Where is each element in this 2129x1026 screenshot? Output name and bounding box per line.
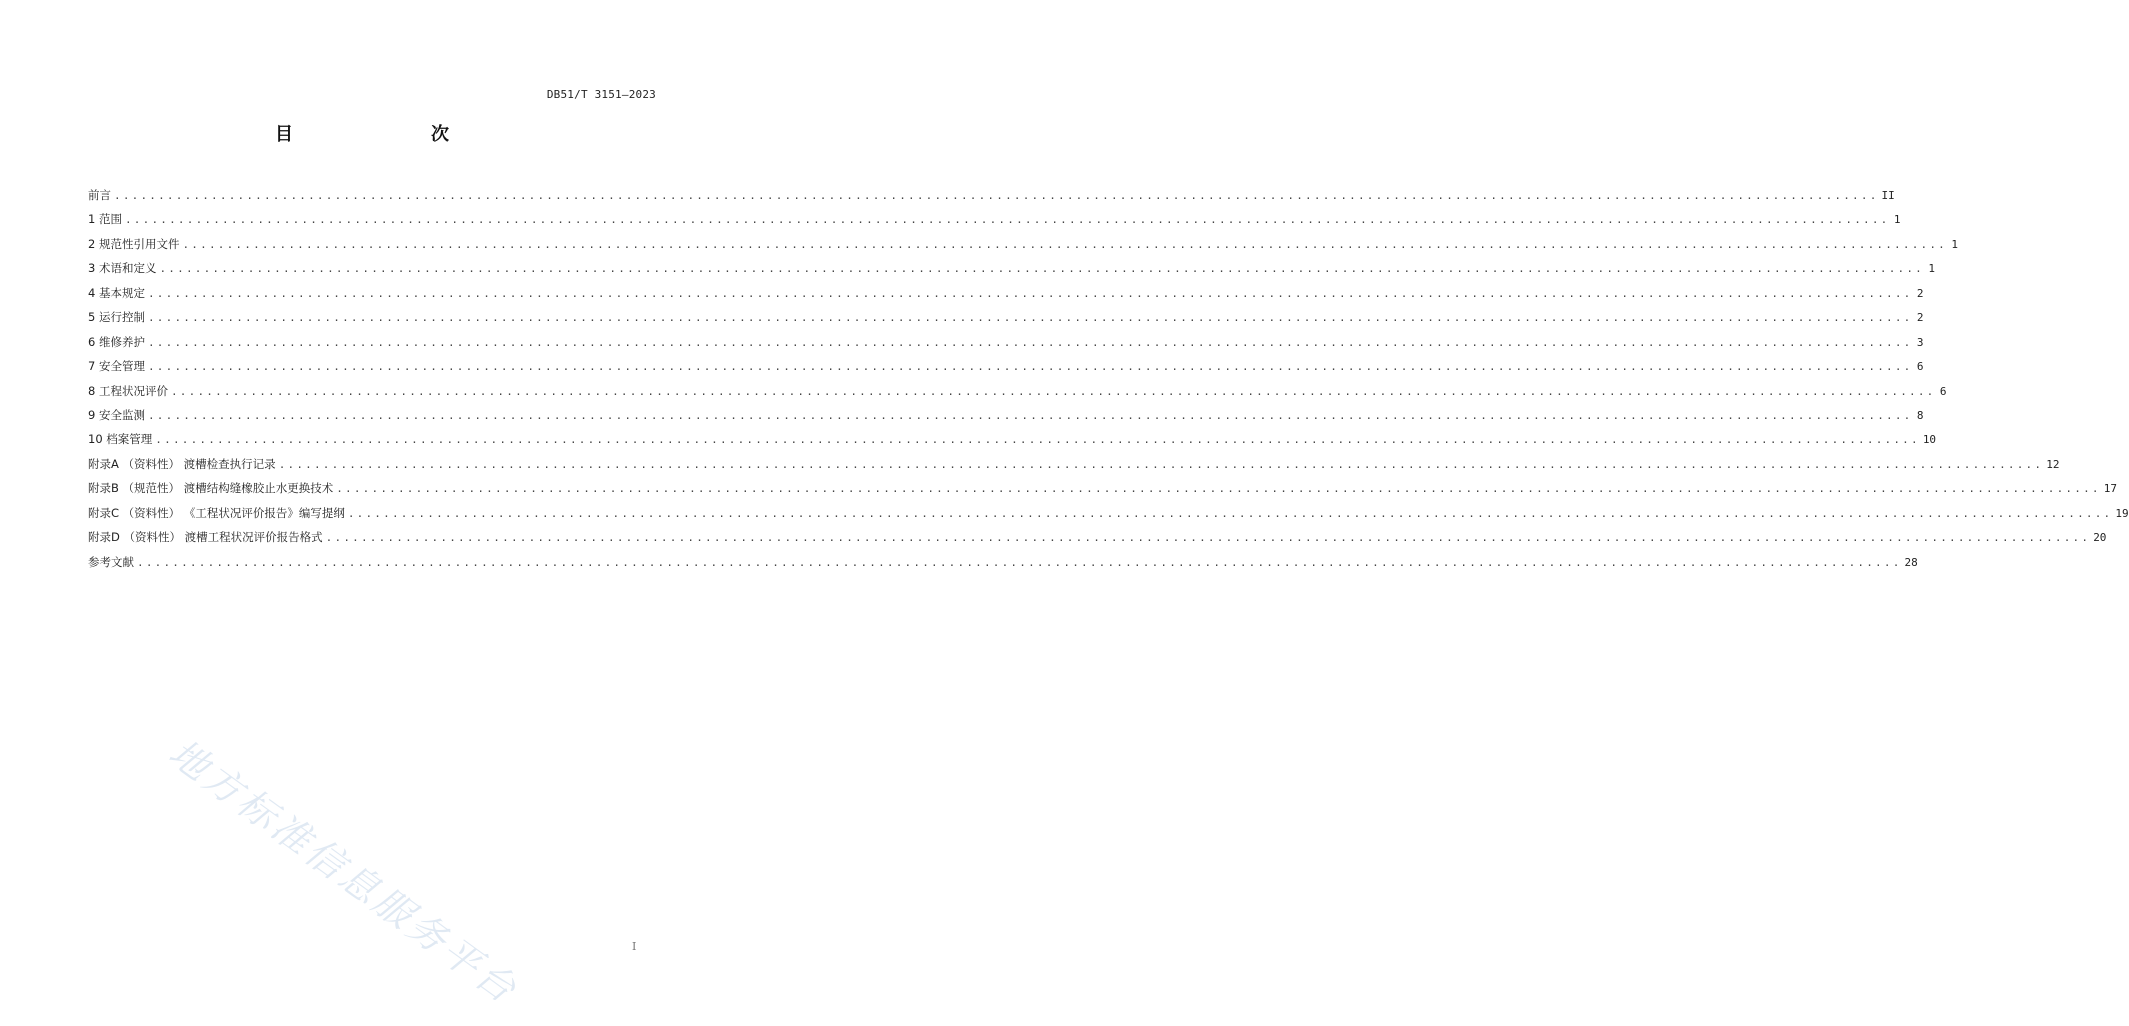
toc-entry-page: 12	[2046, 457, 2060, 471]
toc-entry-foreword[interactable]	[88, 183, 1895, 207]
toc-dot-leader: ........................................................................................................................................................................................................	[155, 433, 1920, 447]
toc-entry-label: 参考文献	[88, 554, 134, 569]
toc-entry-archive-management[interactable]	[88, 427, 1937, 451]
toc-entry-terms-definitions[interactable]	[88, 256, 1935, 280]
toc-dot-leader: ........................................................................................................................................................................................................	[124, 213, 1890, 227]
toc-entry-appendix-a[interactable]	[88, 452, 2060, 476]
toc-entry-page: 19	[2115, 506, 2129, 520]
toc-entry-page: 10	[1922, 433, 1937, 447]
toc-entry-appendix-c[interactable]	[88, 501, 2129, 525]
toc-dot-leader: ........................................................................................................................................................................................................	[147, 408, 1913, 422]
toc-entry-label: 3 术语和定义	[88, 261, 157, 276]
toc-dot-leader: ........................................................................................................................................................................................................	[147, 335, 1913, 349]
toc-dot-leader: ........................................................................................................................................................................................................	[147, 360, 1913, 374]
toc-dot-leader: ........................................................................................................................................................................................................	[182, 237, 1947, 251]
toc-entry-page: 6	[1916, 360, 1924, 374]
toc-entry-label: 附录C （资料性） 《工程状况评价报告》编写提纲	[88, 505, 345, 520]
toc-entry-scope[interactable]	[88, 207, 1901, 231]
standard-code: DB51/T 3151—2023	[546, 88, 656, 101]
toc-entry-label: 7 安全管理	[88, 359, 145, 374]
toc-entry-label: 附录A （资料性） 渡槽检查执行记录	[88, 456, 276, 471]
toc-entry-label: 2 规范性引用文件	[88, 236, 180, 251]
toc-dot-leader: ........................................................................................................................................................................................................	[147, 311, 1913, 325]
toc-entry-basic-provisions[interactable]	[88, 281, 1924, 305]
toc-entry-page: 2	[1916, 311, 1924, 325]
toc-dot-leader: ........................................................................................................................................................................................................	[278, 457, 2044, 471]
toc-entry-label: 前言	[88, 188, 111, 202]
toc-dot-leader: ........................................................................................................................................................................................................	[147, 286, 1913, 300]
toc-entry-bibliography[interactable]	[88, 550, 1918, 574]
toc-entry-label: 9 安全监测	[88, 407, 145, 422]
toc-entry-page: 20	[2093, 531, 2107, 545]
toc-entry-maintenance[interactable]	[88, 330, 1924, 354]
toc-entry-label: 10 档案管理	[88, 432, 153, 447]
toc-entry-page: 17	[2103, 482, 2117, 496]
toc-entry-label: 附录D （资料性） 渡槽工程状况评价报告格式	[88, 530, 323, 545]
toc-entry-safety-monitoring[interactable]	[88, 403, 1924, 427]
toc-dot-leader: ........................................................................................................................................................................................................	[114, 189, 1879, 202]
toc-entry-label: 8 工程状况评价	[88, 383, 168, 398]
toc-entry-label: 6 维修养护	[88, 334, 145, 349]
toc-dot-leader: ........................................................................................................................................................................................................	[170, 384, 1936, 398]
toc-entry-page: 3	[1916, 335, 1924, 349]
toc-dot-leader: ........................................................................................................................................................................................................	[336, 482, 2101, 496]
toc-entry-label: 附录B （规范性） 渡槽结构缝橡胶止水更换技术	[88, 481, 334, 496]
page-number: I	[632, 940, 637, 953]
toc-entry-normative-references[interactable]	[88, 232, 1958, 256]
toc-dot-leader: ........................................................................................................................................................................................................	[325, 531, 2091, 545]
toc-entry-page: 1	[1928, 262, 1935, 276]
toc-entry-page: 1	[1893, 213, 1901, 227]
toc-entry-appendix-b[interactable]	[88, 476, 2117, 500]
toc-entry-label: 4 基本规定	[88, 285, 145, 300]
toc-dot-leader: ........................................................................................................................................................................................................	[137, 555, 1902, 569]
toc-entry-label: 1 范围	[88, 212, 122, 227]
toc-entry-appendix-d[interactable]	[88, 525, 2107, 549]
toc-entry-safety-management[interactable]	[88, 354, 1924, 378]
toc-entry-operation-control[interactable]	[88, 305, 1924, 329]
toc-dot-leader: ........................................................................................................................................................................................................	[159, 262, 1924, 276]
toc-entry-page: 6	[1939, 384, 1947, 398]
toc-entry-condition-evaluation[interactable]	[88, 379, 1947, 403]
toc-dot-leader: ........................................................................................................................................................................................................	[347, 506, 2113, 520]
toc-entry-page: 8	[1916, 408, 1924, 422]
toc-entry-page: 1	[1951, 237, 1958, 251]
toc-entry-page: II	[1881, 189, 1895, 202]
toc-entry-page: 2	[1916, 286, 1924, 300]
toc-entry-label: 5 运行控制	[88, 310, 145, 325]
page-title: 目 次	[275, 124, 483, 145]
toc-entry-page: 28	[1904, 555, 1918, 569]
table-of-contents	[88, 183, 2129, 574]
watermark: 地方标准信息服务平台	[161, 730, 527, 1014]
